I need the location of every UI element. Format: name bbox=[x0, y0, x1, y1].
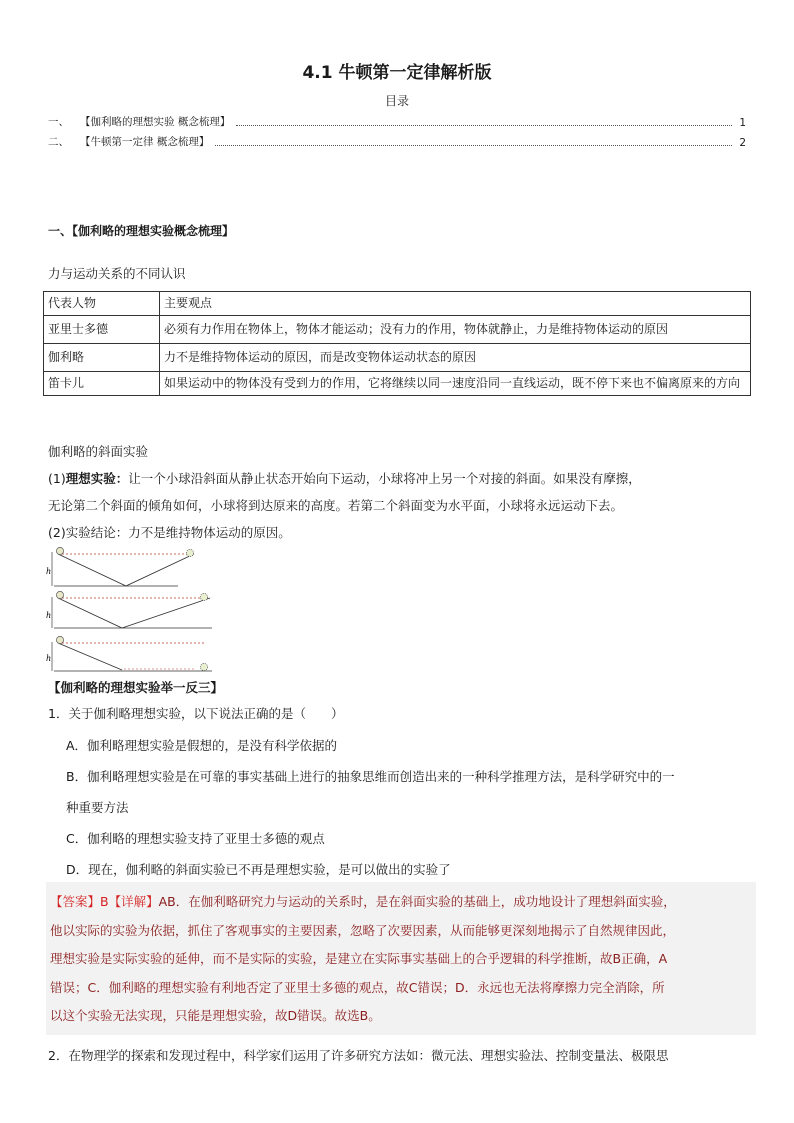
table-header-row bbox=[44, 292, 751, 316]
toc-entry-label: 【牛顿第一定律 概念梳理】 bbox=[80, 136, 210, 148]
answer-line: 理想实验是实际实验的延伸，而不是实际的实验，是建立在实际事实基础上的合乎逻辑的科学推断，故B正确，A bbox=[50, 951, 668, 966]
answer-line: 错误；C．伽利略的理想实验有利地否定了亚里士多德的观点，故C错误；D．永远也无法将摩擦力完全消除，所 bbox=[50, 979, 665, 995]
ball-icon bbox=[186, 549, 193, 556]
section-heading: 一、【伽利略的理想实验概念梳理】 bbox=[48, 224, 235, 238]
experiment-text: 让一个小球沿斜面从静止状态开始向下运动，小球将冲上另一个对接的斜面。如果没有摩擦， bbox=[128, 471, 641, 486]
toc-leader-dots bbox=[215, 145, 732, 146]
option-a: A．伽利略理想实验是假想的，是没有科学依据的 bbox=[66, 738, 338, 753]
option-c: C．伽利略的理想实验支持了亚里士多德的观点 bbox=[66, 831, 325, 846]
answer-tag: 【答案】B【详解】 bbox=[50, 894, 159, 909]
ball-icon bbox=[200, 593, 207, 600]
toc-heading: 目录 bbox=[384, 94, 409, 108]
table-cell-view: 如果运动中的物体没有受到力的作用，它将继续以同一速度沿同一直线运动，既不停下来也不偏离原来的方向 bbox=[160, 372, 751, 396]
table-cell-view: 必须有力作用在物体上，物体才能运动；没有力的作用，物体就静止，力是维持物体运动的原因 bbox=[160, 316, 751, 344]
height-label: h bbox=[46, 567, 52, 576]
option-b-cont: 种重要方法 bbox=[66, 800, 129, 815]
ball-icon bbox=[56, 547, 63, 554]
toc-leader-dots bbox=[236, 125, 732, 126]
answer-line bbox=[50, 888, 752, 917]
table-cell-person: 笛卡儿 bbox=[44, 372, 160, 396]
toc-entry-page: 1 bbox=[739, 117, 746, 129]
toc-entry[interactable] bbox=[48, 134, 746, 149]
answer-line: 他以实际的实验为依据，抓住了客观事实的主要因素，忽略了次要因素，从而能够更深刻地揭示了自然规律因此， bbox=[50, 922, 676, 938]
table-row bbox=[44, 316, 751, 344]
experiment-description bbox=[48, 470, 641, 488]
experiment-prefix: (1) bbox=[48, 471, 66, 486]
views-table bbox=[43, 291, 751, 396]
answer-block bbox=[46, 882, 756, 1035]
table-row bbox=[44, 344, 751, 372]
answer-text: AB．在伽利略研究力与运动的关系时，是在斜面实验的基础上，成功地设计了理想斜面实验， bbox=[158, 894, 676, 909]
height-label: h bbox=[46, 654, 52, 663]
toc-entry-label: 【伽利略的理想实验 概念梳理】 bbox=[80, 116, 231, 128]
option-b: B．伽利略理想实验是在可靠的事实基础上进行的抽象思维而创造出来的一种科学推理方法，是科学研究中的一 bbox=[66, 769, 675, 784]
inclined-plane-figure bbox=[44, 546, 214, 676]
table-header-cell: 主要观点 bbox=[160, 292, 751, 316]
toc-entry-number: 一、 bbox=[48, 116, 69, 128]
answer-line: 以这个实验无法实现，只能是理想实验，故D错误。故选B。 bbox=[50, 1008, 381, 1023]
page-title: 4.1 牛顿第一定律解析版 bbox=[302, 63, 492, 83]
slope-experiment-title: 伽利略的斜面实验 bbox=[48, 444, 149, 459]
height-label: h bbox=[46, 611, 52, 620]
figure-panel-symmetric bbox=[46, 547, 194, 586]
option-d: D．现在，伽利略的斜面实验已不再是理想实验，是可以做出的实验了 bbox=[66, 862, 451, 877]
practice-heading: 【伽利略的理想实验举一反三】 bbox=[48, 680, 224, 695]
ball-icon bbox=[56, 636, 63, 643]
table-cell-person: 亚里士多德 bbox=[44, 316, 160, 344]
table-caption: 力与运动关系的不同认识 bbox=[48, 266, 186, 281]
ball-icon bbox=[200, 663, 207, 670]
question-stem: 1．关于伽利略理想实验，以下说法正确的是（ ） bbox=[48, 706, 344, 721]
toc-entry-page: 2 bbox=[739, 137, 746, 149]
question-stem: 2．在物理学的探索和发现过程中，科学家们运用了许多研究方法如：微元法、理想实验法、控制变量法、极限思 bbox=[48, 1048, 669, 1063]
figure-panel-gentle bbox=[46, 591, 212, 628]
table-cell-view: 力不是维持物体运动的原因，而是改变物体运动状态的原因 bbox=[160, 344, 751, 372]
table-row bbox=[44, 372, 751, 396]
experiment-conclusion: (2)实验结论：力不是维持物体运动的原因。 bbox=[48, 525, 291, 540]
table-header-cell: 代表人物 bbox=[44, 292, 160, 316]
experiment-description-cont: 无论第二个斜面的倾角如何，小球将到达原来的高度。若第二个斜面变为水平面，小球将永远运动下去。 bbox=[48, 498, 624, 513]
table-cell-person: 伽利略 bbox=[44, 344, 160, 372]
toc-entry-number: 二、 bbox=[48, 136, 69, 148]
toc-entry[interactable] bbox=[48, 114, 746, 129]
ball-icon bbox=[56, 591, 63, 598]
experiment-label: 理想实验： bbox=[65, 471, 129, 486]
figure-panel-horizontal bbox=[46, 636, 212, 671]
